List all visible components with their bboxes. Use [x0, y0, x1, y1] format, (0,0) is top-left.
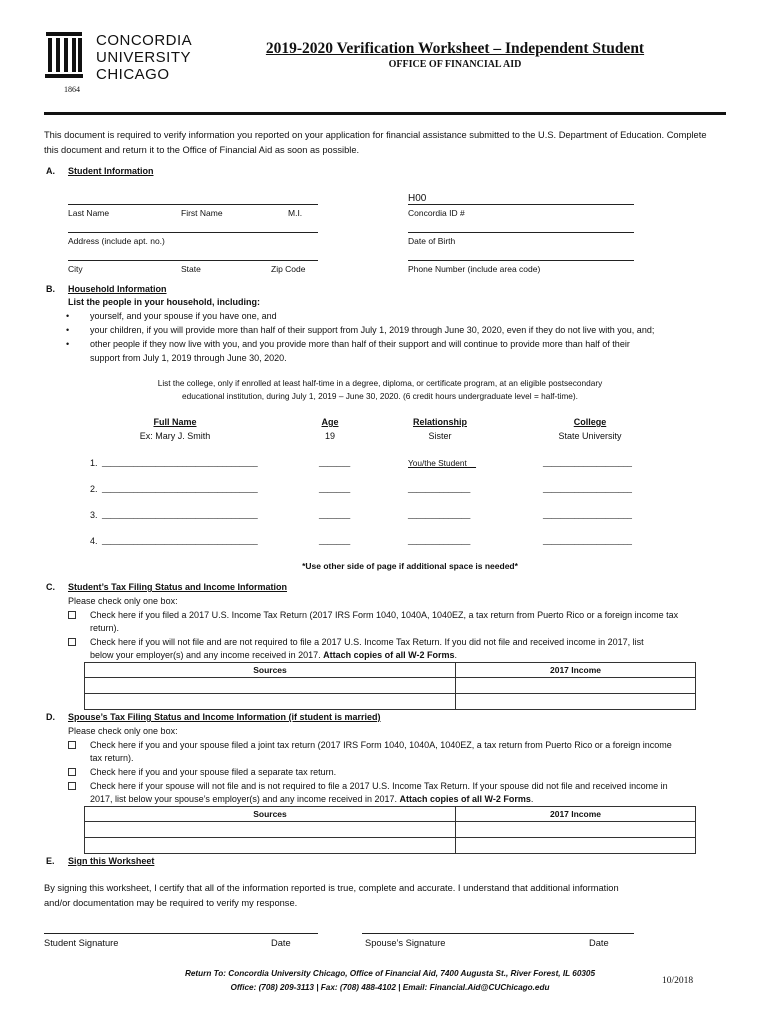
college-note-2: educational institution, during July 1, 2019 – June 30, 2020. (6 credit hours undergraduate level = half-time).	[182, 391, 578, 401]
row-age-field[interactable]: _______	[319, 484, 351, 493]
row-college-field[interactable]: ____________________	[543, 510, 632, 519]
row-relationship-field[interactable]: ______________	[408, 536, 471, 545]
last-name-label: Last Name	[68, 208, 110, 218]
document-title: 2019-2020 Verification Worksheet – Independent Student	[265, 40, 645, 57]
certify-text-2: and/or documentation may be required to verify my response.	[44, 898, 298, 908]
certify-text-1: By signing this worksheet, I certify that all of the information reported is true, complete and accurate. I understand that additional information	[44, 883, 619, 893]
header-rule	[44, 112, 726, 115]
section-c-letter: C.	[46, 582, 55, 592]
dob-field[interactable]	[408, 232, 634, 233]
col-age: Age	[321, 417, 339, 427]
row-age-field[interactable]: _______	[319, 510, 351, 519]
city-label: City	[68, 264, 83, 274]
row-name-field[interactable]: ___________________________________	[102, 458, 258, 467]
row-relationship-field[interactable]: ______________	[408, 510, 471, 519]
row-relationship-field[interactable]: You/the Student__	[408, 458, 476, 468]
household-bullet-3-cont: support from July 1, 2019 through June 30, 2020.	[90, 353, 287, 363]
spouse-signature-label: Spouse’s Signature	[365, 938, 446, 948]
student-filed-text: Check here if you filed a 2017 U.S. Income Tax Return (2017 IRS Form 1040, 1040A, 1040EZ, a tax return from Puerto Rico or a foreign income tax	[90, 610, 679, 620]
zip-label: Zip Code	[271, 264, 306, 274]
student-source-cell[interactable]	[85, 694, 456, 710]
row-name-field[interactable]: ___________________________________	[102, 510, 258, 519]
spouse-not-filing-text-cont: 2017, list below your spouse’s employer(s) and any income received in 2017. Attach copies of all W-2 Forms.	[90, 794, 534, 804]
bullet-icon: •	[66, 339, 70, 349]
student-income-table	[84, 662, 696, 710]
household-bullet-2: your children, if you will provide more than half of their support from July 1, 2019 through June 30, 2020, even if they do not live with you, and;	[90, 325, 655, 335]
example-age: 19	[324, 431, 335, 441]
spouse-not-filing-text-body: 2017, list below your spouse’s employer(s) and any income received in 2017.	[90, 794, 398, 804]
row-college-field[interactable]: ____________________	[543, 484, 632, 493]
example-relationship: Sister	[428, 431, 452, 441]
concordia-id-label: Concordia ID #	[408, 208, 465, 218]
student-signature-label: Student Signature	[44, 938, 119, 948]
student-attach-w2: Attach copies of all W-2 Forms	[323, 650, 455, 660]
student-income-cell[interactable]	[456, 678, 696, 694]
spouse-income-table	[84, 806, 696, 854]
spouse-attach-w2: Attach copies of all W-2 Forms	[399, 794, 531, 804]
h00-prefix: H00	[408, 193, 427, 204]
phone-field[interactable]	[408, 260, 634, 261]
student-date-label: Date	[271, 938, 291, 948]
col-relationship: Relationship	[412, 417, 467, 427]
spouse-income-cell[interactable]	[456, 838, 696, 854]
additional-space-note: *Use other side of page if additional space is needed*	[302, 561, 518, 571]
row-number: 4.	[90, 536, 98, 546]
section-e-letter: E.	[46, 856, 55, 866]
intro-text: This document is required to verify information you reported on your application for financial assistance submitted to the U.S. Department of Education. Complete this document and return it to the Office of Financial Aid as soon as possible.	[44, 130, 707, 155]
student-not-filing-text-cont: below your employer(s) and any income received in 2017. Attach copies of all W-2 Forms.	[90, 650, 457, 660]
spouse-source-cell[interactable]	[85, 822, 456, 838]
mi-label: M.I.	[288, 208, 303, 218]
student-not-filing-text: Check here if you will not file and are not required to file a 2017 U.S. Income Tax Return. If you did not file and received income in 2017, list	[90, 637, 644, 647]
section-c-heading: Student’s Tax Filing Status and Income Information	[68, 582, 288, 592]
spouse-joint-text-cont: tax return).	[90, 753, 134, 763]
student-filed-checkbox[interactable]	[68, 611, 76, 619]
section-d-letter: D.	[46, 712, 55, 722]
row-number: 3.	[90, 510, 98, 520]
logo-name-3: CHICAGO	[96, 66, 170, 83]
logo-year: 1864	[64, 85, 80, 94]
bullet-icon: •	[66, 325, 70, 335]
student-source-cell[interactable]	[85, 678, 456, 694]
student-sources-header: Sources	[85, 663, 456, 678]
col-full-name: Full Name	[153, 417, 197, 427]
spouse-not-filing-checkbox[interactable]	[68, 782, 76, 790]
phone-label: Phone Number (include area code)	[408, 264, 541, 274]
student-income-header: 2017 Income	[456, 663, 696, 678]
row-number: 2.	[90, 484, 98, 494]
household-bullet-3: other people if they now live with you, and you provide more than half of their support and will continue to provide more than half of their	[90, 339, 630, 349]
last-name-field[interactable]	[68, 204, 318, 205]
revision-date: 10/2018	[662, 976, 694, 986]
college-note-1: List the college, only if enrolled at least half-time in a degree, diploma, or certificate program, at an eligible postsecondary	[157, 378, 603, 388]
logo-name-2: UNIVERSITY	[96, 49, 192, 66]
section-b-heading: Household Information	[68, 284, 167, 294]
spouse-source-cell[interactable]	[85, 838, 456, 854]
example-name: Ex: Mary J. Smith	[139, 431, 211, 441]
student-filed-text-cont: return).	[90, 623, 120, 633]
section-a-letter: A.	[46, 166, 55, 176]
section-c-check-one: Please check only one box:	[68, 596, 178, 606]
row-college-field[interactable]: ____________________	[543, 458, 632, 467]
section-d-check-one: Please check only one box:	[68, 726, 178, 736]
row-number: 1.	[90, 458, 98, 468]
section-e-heading: Sign this Worksheet	[68, 856, 155, 866]
address-label: Address (include apt. no.)	[68, 236, 165, 246]
columns-emblem-icon	[44, 30, 84, 80]
section-a-heading: Student Information	[68, 166, 154, 176]
section-b-sub: List the people in your household, including:	[68, 297, 260, 307]
document-subtitle: OFFICE OF FINANCIAL AID	[388, 59, 522, 70]
spouse-separate-checkbox[interactable]	[68, 768, 76, 776]
row-name-field[interactable]: ___________________________________	[102, 484, 258, 493]
university-logo	[44, 30, 204, 96]
student-not-filing-checkbox[interactable]	[68, 638, 76, 646]
state-label: State	[181, 264, 201, 274]
spouse-joint-text: Check here if you and your spouse filed a joint tax return (2017 IRS Form 1040, 1040A, 1040EZ, a tax return from Puerto Rico or a foreign income	[90, 740, 672, 750]
student-signature-field[interactable]	[44, 933, 318, 934]
col-college: College	[573, 417, 607, 427]
spouse-sources-header: Sources	[85, 807, 456, 822]
dob-label: Date of Birth	[408, 236, 456, 246]
student-income-cell[interactable]	[456, 694, 696, 710]
logo-name-1: CONCORDIA	[96, 32, 193, 49]
household-bullet-1: yourself, and your spouse if you have one, and	[90, 311, 277, 321]
row-name-field[interactable]: ___________________________________	[102, 536, 258, 545]
section-b-letter: B.	[46, 284, 55, 294]
spouse-date-label: Date	[589, 938, 609, 948]
section-d-heading: Spouse’s Tax Filing Status and Income Information (if student is married)	[68, 712, 381, 722]
spouse-not-filing-text: Check here if your spouse will not file and is not required to file a 2017 U.S. Income Tax Return. If your spouse did not file and received income in	[90, 781, 668, 791]
row-relationship-field[interactable]: ______________	[408, 484, 471, 493]
row-age-field[interactable]: _______	[319, 536, 351, 545]
spouse-separate-text: Check here if you and your spouse filed a separate tax return.	[90, 767, 337, 777]
address-field[interactable]	[68, 232, 318, 233]
first-name-label: First Name	[181, 208, 223, 218]
footer-return-to: Return To: Concordia University Chicago, Office of Financial Aid, 7400 Augusta St., River Forest, IL 60305	[184, 969, 596, 978]
spouse-income-cell[interactable]	[456, 822, 696, 838]
concordia-id-field[interactable]	[408, 204, 634, 205]
row-college-field[interactable]: ____________________	[543, 536, 632, 545]
row-age-field[interactable]: _______	[319, 458, 351, 467]
example-college: State University	[558, 431, 622, 441]
spouse-signature-field[interactable]	[362, 933, 634, 934]
spouse-income-header: 2017 Income	[456, 807, 696, 822]
student-not-filing-text-body: below your employer(s) and any income received in 2017.	[90, 650, 321, 660]
footer-contact: Office: (708) 209-3113 | Fax: (708) 488-4102 | Email: Financial.Aid@CUChicago.edu	[230, 983, 550, 992]
city-state-zip-field[interactable]	[68, 260, 318, 261]
bullet-icon: •	[66, 311, 70, 321]
spouse-joint-checkbox[interactable]	[68, 741, 76, 749]
